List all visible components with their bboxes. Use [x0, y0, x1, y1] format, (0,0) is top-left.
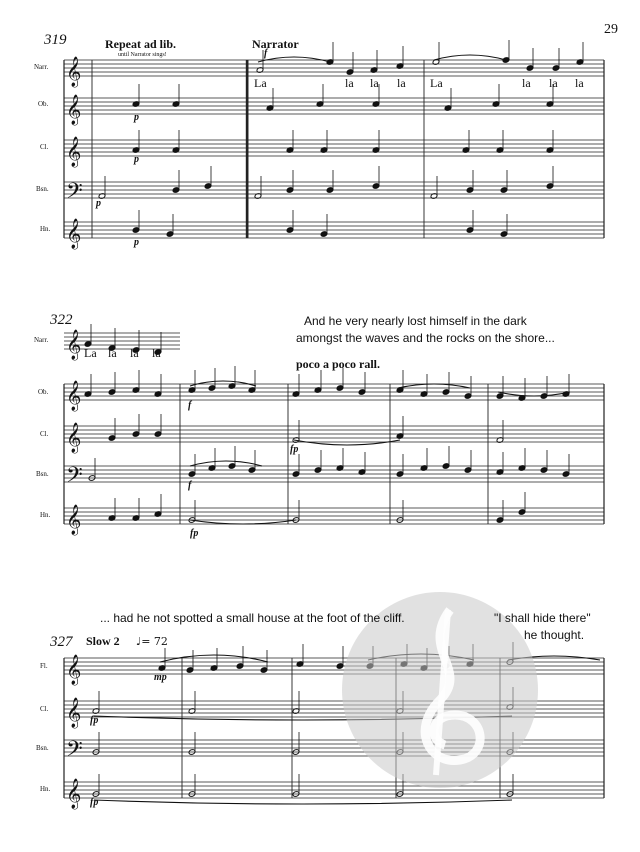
instrument-label: Hn. — [40, 225, 51, 233]
dynamic-marking: fp — [90, 797, 99, 808]
narrator-direction: Narrator — [252, 37, 299, 51]
instrument-label: Bsn. — [36, 744, 49, 752]
clef: 𝄞 — [66, 779, 82, 809]
dynamic-marking: p — [134, 154, 139, 165]
narration-line: And he very nearly lost himself in the dark — [304, 314, 527, 328]
repeat-note: until Narrator sings! — [118, 52, 167, 58]
slur — [434, 55, 506, 60]
lyric: la — [549, 76, 558, 90]
dynamic-marking: fp — [190, 528, 199, 539]
clef: 𝄢 — [66, 737, 83, 767]
dynamic-marking: p — [134, 112, 139, 123]
instrument-label: Ob. — [38, 388, 49, 396]
instrument-label: Narr. — [34, 63, 49, 71]
clef: 𝄞 — [66, 423, 82, 453]
instrument-label: Bsn. — [36, 185, 49, 193]
clef: 𝄞 — [66, 219, 82, 249]
lyric: la — [345, 76, 354, 90]
lyric: la — [575, 76, 584, 90]
slur — [160, 655, 268, 662]
slur — [190, 381, 256, 386]
instrument-label: Ob. — [38, 100, 49, 108]
lyric: la — [522, 76, 531, 90]
instrument-label: Cl. — [40, 143, 49, 151]
narration-line: "I shall hide there" — [494, 611, 591, 625]
metronome-marking: ♩= 72 — [136, 635, 168, 648]
lyric: la — [130, 346, 139, 360]
slur — [258, 57, 330, 62]
measure-number: 322 — [50, 312, 73, 328]
instrument-label: Cl. — [40, 430, 49, 438]
narration-line: amongst the waves and the rocks on the shore... — [296, 331, 555, 345]
narration-line: he thought. — [524, 628, 585, 642]
dynamic-marking: fp — [90, 715, 99, 726]
dynamic-marking: f — [188, 480, 192, 491]
clef: 𝄞 — [66, 655, 82, 685]
instrument-label: Hn. — [40, 511, 51, 519]
slur — [294, 440, 400, 445]
tempo-marking: Slow 2 — [86, 634, 120, 648]
clef: 𝄢 — [66, 463, 83, 493]
lyric: La — [84, 346, 97, 360]
slur — [190, 461, 262, 466]
page-number: 29 — [604, 22, 618, 37]
clef: 𝄞 — [66, 505, 82, 535]
lyric: La — [430, 76, 443, 90]
dynamic-marking: f — [264, 48, 268, 59]
dynamic-marking: p — [134, 237, 139, 248]
clef: 𝄞 — [66, 330, 82, 360]
dynamic-marking: fp — [290, 444, 299, 455]
tempo-change: poco a poco rall. — [296, 357, 380, 371]
dynamic-marking: mp — [154, 672, 167, 683]
narration-line: ... had he not spotted a small house at the foot of the cliff. — [100, 611, 405, 625]
clef: 𝄞 — [66, 698, 82, 728]
instrument-label: Bsn. — [36, 470, 49, 478]
lyric: La — [254, 76, 267, 90]
slur — [498, 392, 570, 396]
instrument-label: Cl. — [40, 705, 49, 713]
repeat-direction: Repeat ad lib. — [105, 37, 177, 51]
clef: 𝄞 — [66, 57, 82, 87]
lyric: la — [397, 76, 406, 90]
slur — [190, 520, 296, 524]
lyric: la — [108, 346, 117, 360]
measure-number: 319 — [44, 32, 67, 48]
instrument-label: Narr. — [34, 336, 49, 344]
clef: 𝄞 — [66, 95, 82, 125]
clef: 𝄞 — [66, 381, 82, 411]
dynamic-marking: p — [96, 198, 101, 209]
slur — [94, 800, 512, 804]
measure-number: 327 — [50, 634, 73, 650]
instrument-label: Fl. — [40, 662, 48, 670]
slur — [398, 384, 470, 388]
lyric: la — [370, 76, 379, 90]
dynamic-marking: f — [188, 400, 192, 411]
lyric: la — [152, 346, 161, 360]
instrument-label: Hn. — [40, 785, 51, 793]
clef: 𝄢 — [66, 179, 83, 209]
clef: 𝄞 — [66, 137, 82, 167]
